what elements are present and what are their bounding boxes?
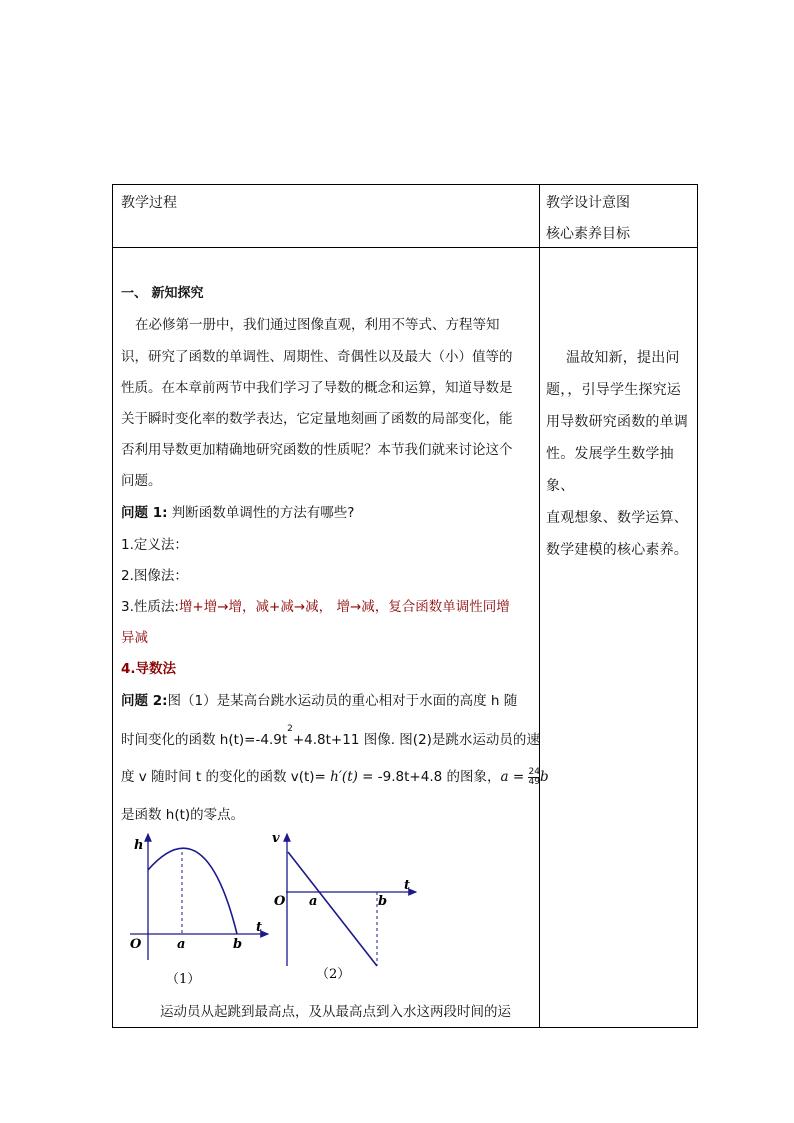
graph1-x-label: t	[256, 920, 263, 935]
side-note-line-6: 数学建模的核心素养。	[546, 542, 688, 558]
var-b: b	[539, 769, 549, 785]
graph2-caption: （2）	[316, 967, 351, 982]
intro-line-3: 性质。在本章前两节中我们学习了导数的概念和运算，知道导数是	[121, 380, 513, 396]
side-note-line-2: 题，，引导学生探究运	[546, 382, 681, 398]
graph1-caption: （1）	[166, 972, 201, 987]
side-note-line-4: 性。发展学生数学抽象、	[546, 446, 674, 494]
graph2-origin: O	[274, 894, 286, 909]
question-2-label: 问题 2:	[121, 693, 168, 709]
header-teaching-process: 教学过程	[121, 195, 177, 211]
method-property-label: 3.性质法:	[121, 599, 179, 615]
intro-line-1: 在必修第一册中，我们通过图像直观，利用不等式、方程等知	[135, 317, 500, 333]
question-1-text: 判断函数单调性的方法有哪些?	[171, 505, 355, 521]
derivative-notation: h′(t) =	[330, 769, 378, 785]
var-a: a	[500, 769, 509, 785]
graph1-origin: O	[130, 937, 142, 952]
graph1-tick-b: b	[233, 937, 243, 952]
intro-line-4: 关于瞬时变化率的数学表达，它定量地刻画了函数的局部变化，能	[121, 411, 513, 427]
intro-line-6: 问题。	[121, 473, 162, 489]
closing-line: 运动员从起跳到最高点，及从最高点到入水这两段时间的运	[160, 1004, 511, 1020]
fraction-denominator: 49	[528, 776, 540, 787]
graph2-line	[288, 852, 377, 966]
v-function-text: 度 v 随时间 t 的变化的函数 v(t)=	[121, 769, 331, 785]
graph1-curve	[148, 848, 237, 934]
header-design-intent: 教学设计意图	[546, 195, 630, 211]
question-2-text-1: 图（1）是某高台跳水运动员的重心相对于水面的高度 h 随	[167, 693, 518, 709]
velocity-graph	[272, 831, 416, 982]
header-core-literacy: 核心素养目标	[546, 226, 630, 242]
method-property-rule-cont: 异减	[121, 630, 148, 646]
method-definition: 1.定义法：	[121, 537, 188, 553]
h-function-text-cont: +4.8t+11 图像. 图(2)是跳水运动员的速	[292, 732, 540, 748]
intro-line-2: 识，研究了函数的单调性、周期性、奇偶性以及最大（小）值等的	[121, 349, 513, 365]
graph2-y-label: v	[272, 831, 280, 846]
question-2-line-4: 是函数 h(t)的零点。	[121, 807, 245, 823]
graph2-tick-a: a	[309, 894, 318, 909]
h-function-text: 时间变化的函数 h(t)=-4.9t	[121, 732, 288, 748]
section-title: 一、 新知探究	[121, 286, 204, 301]
equals-sign: =	[508, 769, 529, 785]
method-derivative: 4.导数法	[121, 661, 177, 677]
method-graph: 2.图像法：	[121, 568, 188, 584]
graph1-y-label: h	[134, 838, 144, 853]
fraction-numerator: 24	[528, 766, 540, 777]
question-1-label: 问题 1:	[121, 505, 168, 521]
intro-line-5: 否利用导数更加精确地研究函数的性质呢？本节我们就来讨论这个	[121, 442, 513, 458]
method-property-rule: 增+增→增，减+减→减， 增→减，复合函数单调性同增	[178, 599, 510, 615]
side-note-line-5: 直观想象、数学运算、	[546, 510, 688, 526]
graph1-tick-a: a	[177, 937, 186, 952]
design-intent-note	[546, 342, 688, 566]
graph2-x-label: t	[404, 878, 411, 893]
side-note-line-1: 温故知新，提出问	[566, 350, 680, 366]
exponent: 2	[287, 723, 293, 734]
height-graph	[130, 834, 268, 987]
v-function-text-cont: -9.8t+4.8 的图象，	[377, 769, 501, 785]
graph2-tick-b: b	[378, 894, 388, 909]
side-note-line-3: 用导数研究函数的单调	[546, 414, 688, 430]
